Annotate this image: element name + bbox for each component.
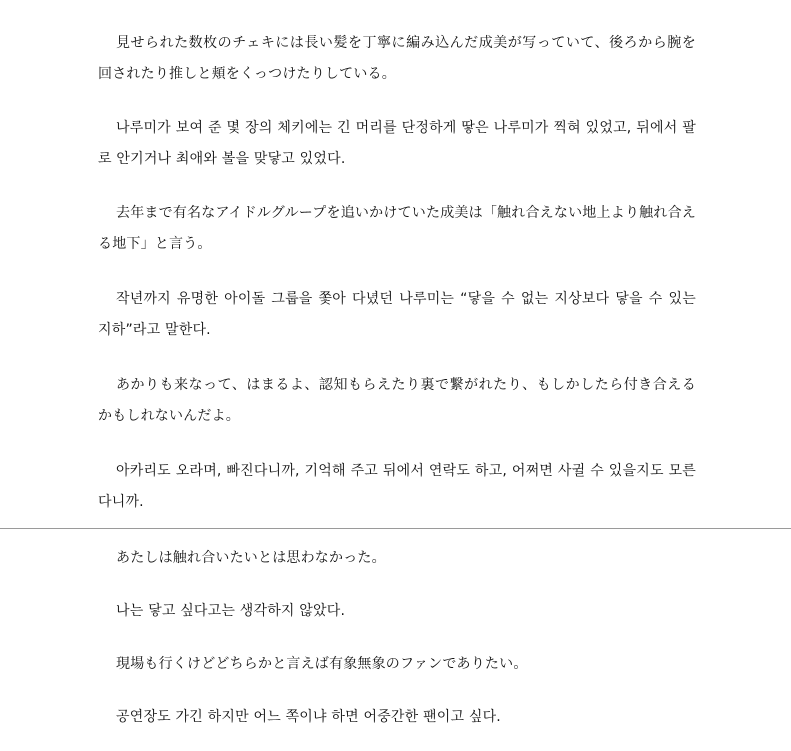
paragraph-japanese-4: あたしは触れ合いたいとは思わなかった。 [116, 550, 386, 566]
paragraph-korean-1: 나루미가 보여 준 몇 장의 체키에는 긴 머리를 단정하게 땋은 나루미가 찍혀 있었고, 뒤에서 팔로 안기거나 최애와 볼을 맞닿고 있었다. [98, 120, 696, 167]
paragraph-korean-3: 아카리도 오라며, 빠진다니까, 기억해 주고 뒤에서 연락도 하고, 어쩌면 사귈 수 있을지도 모른다니까. [98, 463, 696, 510]
paragraph-korean-2: 작년까지 유명한 아이돌 그룹을 쫓아 다녔던 나루미는 “닿을 수 없는 지상보다 닿을 수 있는 지하”라고 말한다. [98, 291, 696, 338]
paragraph-japanese-3: あかりも来なって、はまるよ、認知もらえたり裏で繋がれたり、もしかしたら付き合えるかもしれないんだよ。 [98, 377, 696, 424]
paragraph-korean-5: 공연장도 가긴 하지만 어느 쪽이냐 하면 어중간한 팬이고 싶다. [116, 709, 501, 725]
paragraph-japanese-1: 見せられた数枚のチェキには長い髪を丁寧に編み込んだ成美が写っていて、後ろから腕を回されたり推しと頬をくっつけたりしている。 [98, 35, 696, 82]
section-divider [0, 528, 791, 529]
paragraph-japanese-2: 去年まで有名なアイドルグループを追いかけていた成美は「触れ合えない地上より触れ合える地下」と言う。 [98, 205, 696, 252]
paragraph-japanese-5: 現場も行くけどどちらかと言えば有象無象のファンでありたい。 [116, 656, 528, 672]
paragraph-korean-4: 나는 닿고 싶다고는 생각하지 않았다. [116, 603, 346, 619]
